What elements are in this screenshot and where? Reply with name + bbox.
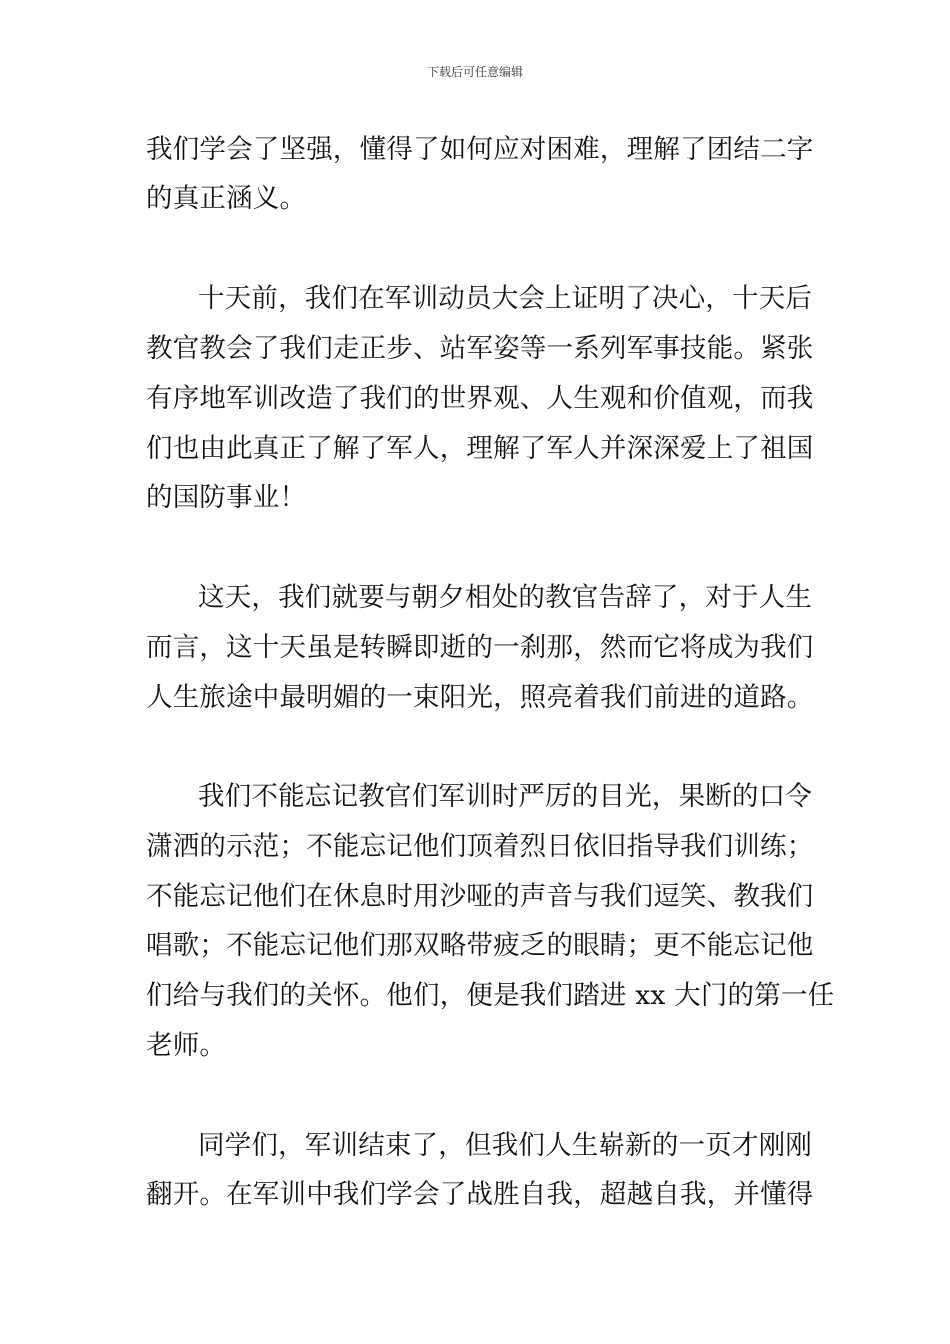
paragraph-line: 人生旅途中最明媚的一束阳光，照亮着我们前进的道路。 — [146, 682, 814, 713]
paragraph-line: 唱歌；不能忘记他们那双略带疲乏的眼睛；更不能忘记他 — [146, 930, 814, 961]
paragraph-line: 而言，这十天虽是转瞬即逝的一刹那，然而它将成为我们 — [146, 632, 814, 663]
page-header: 下载后可任意编辑 — [426, 65, 523, 79]
paragraph-line: 我们学会了坚强，懂得了如何应对困难，理解了团结二字 — [146, 134, 814, 165]
paragraph-line: 们给与我们的关怀。他们，便是我们踏进 xx 大门的第一任 — [146, 980, 835, 1011]
paragraph-line: 翻开。在军训中我们学会了战胜自我，超越自我，并懂得 — [146, 1179, 814, 1210]
paragraph-line: 潇洒的示范；不能忘记他们顶着烈日依旧指导我们训练； — [146, 831, 814, 862]
paragraph-line: 教官教会了我们走正步、站军姿等一系列军事技能。紧张 — [146, 333, 814, 364]
paragraph-line: 有序地军训改造了我们的世界观、人生观和价值观，而我 — [146, 383, 814, 414]
paragraph-line: 们也由此真正了解了军人，理解了军人并深深爱上了祖国 — [146, 433, 814, 464]
paragraph-line: 这天，我们就要与朝夕相处的教官告辞了，对于人生 — [198, 582, 813, 613]
paragraph-line: 同学们，军训结束了，但我们人生崭新的一页才刚刚 — [198, 1130, 813, 1161]
paragraph-line: 不能忘记他们在休息时用沙哑的声音与我们逗笑、教我们 — [146, 881, 814, 912]
paragraph-line: 十天前，我们在军训动员大会上证明了决心，十天后 — [198, 283, 813, 314]
paragraph-line: 我们不能忘记教官们军训时严厉的目光，果断的口令 — [198, 781, 813, 812]
paragraph-line: 老师。 — [146, 1030, 227, 1061]
paragraph-line: 的真正涵义。 — [146, 183, 307, 214]
paragraph-line: 的国防事业！ — [146, 482, 307, 513]
